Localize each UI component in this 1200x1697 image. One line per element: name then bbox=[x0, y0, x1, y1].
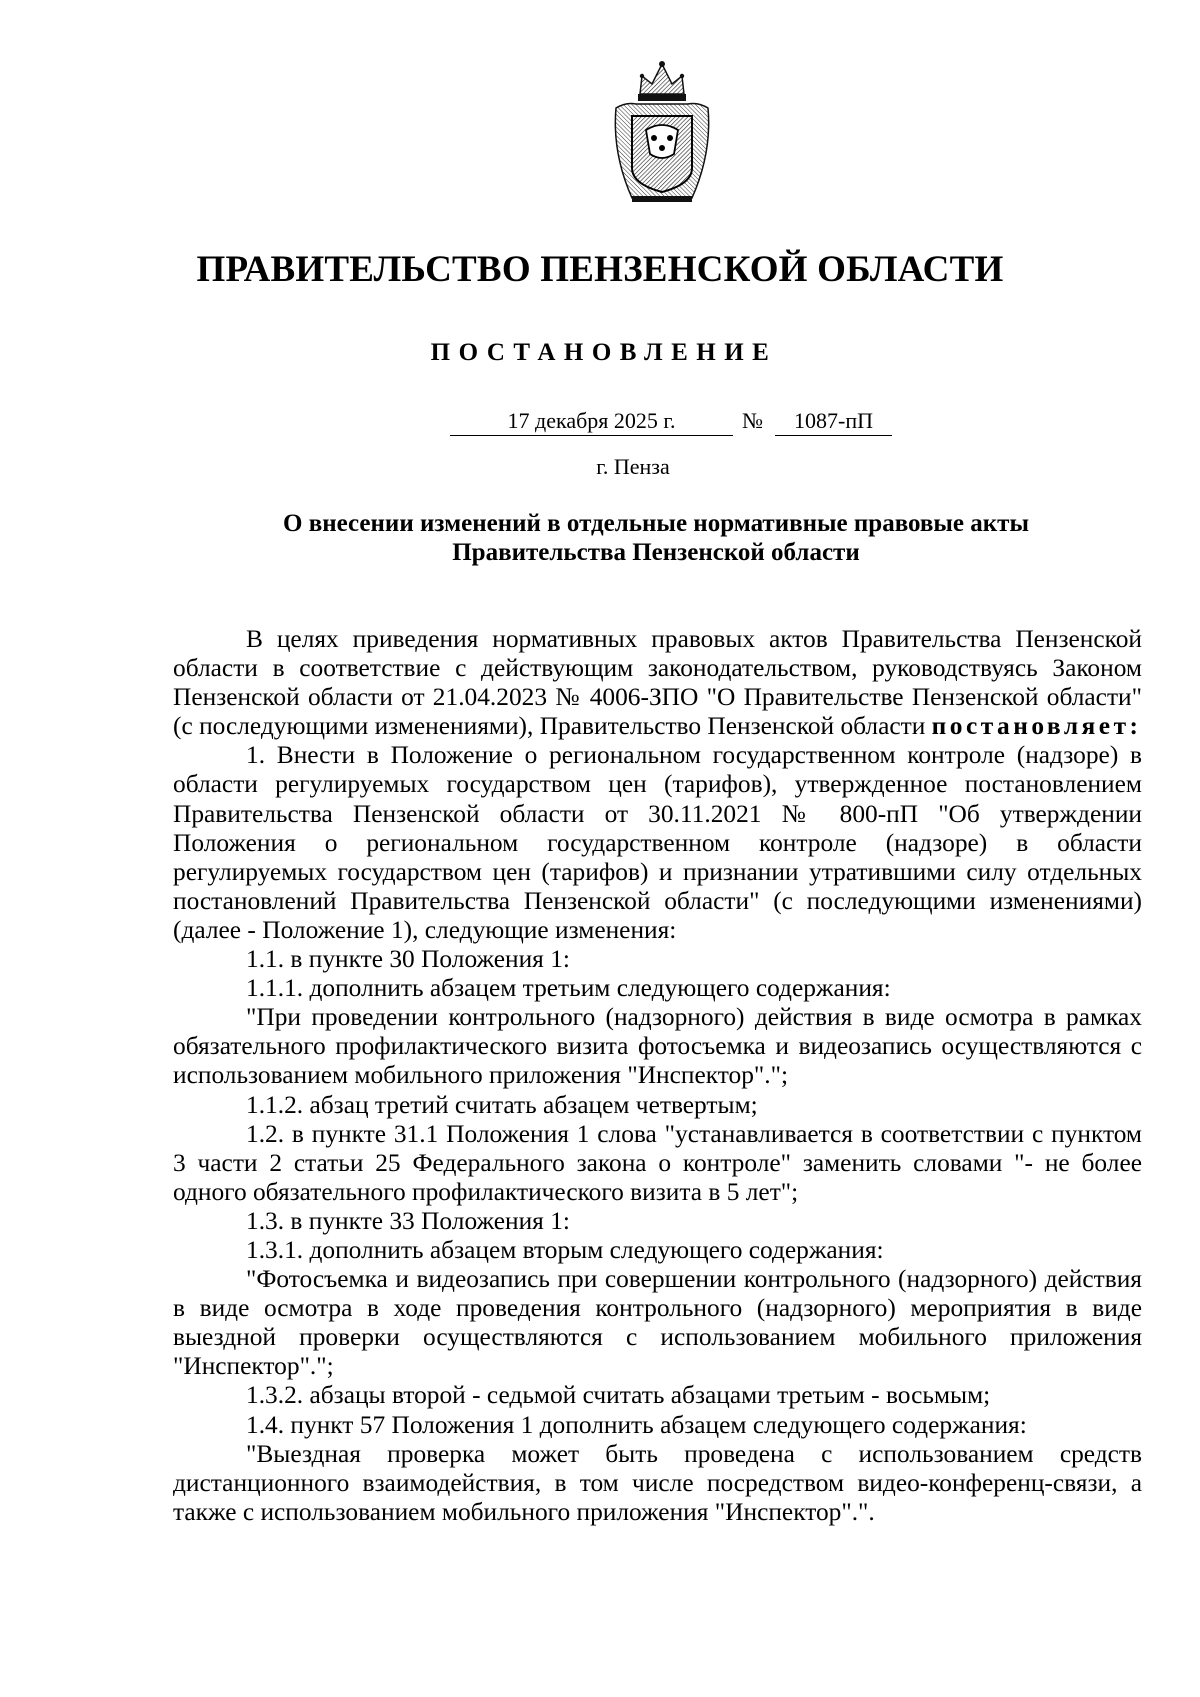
paragraph-1-1-1: 1.1.1. дополнить абзацем третьим следующего содержания: bbox=[246, 974, 891, 1003]
quote-paragraph-3: "Выездная проверка может быть проведена с использованием средств дистанционного взаимодействия, в том числе посредством видео-конференц-связи, а также с использованием мобильного приложения "Инспектор".". bbox=[173, 1439, 1142, 1526]
document-body bbox=[173, 625, 1142, 1527]
paragraph-1-3-1: 1.3.1. дополнить абзацем вторым следующего содержания: bbox=[246, 1235, 884, 1264]
paragraph-1-3: 1.3. в пункте 33 Положения 1: bbox=[246, 1206, 570, 1235]
document-subject bbox=[173, 509, 1139, 567]
paragraph-1-2: 1.2. в пункте 31.1 Положения 1 слова "устанавливается в соответствии с пунктом 3 части 2 статьи 25 Федерального закона о контроле" заменить словами "- не более одного обязательного профилактического визита в 5 лет"; bbox=[173, 1119, 1142, 1206]
document-type: ПОСТАНОВЛЕНИЕ bbox=[430, 339, 778, 366]
preamble-text: В целях приведения нормативных правовых актов Правительства Пензенской области в соответствие с действующим законодательством, руководствуясь Законом Пензенской области от 21.04.2023 № 4006-ЗПО "О Правительстве Пензенской области" (с последующими изменениями), Правительство Пензенской области bbox=[173, 625, 1142, 741]
quote-paragraph-2: "Фотосъемка и видеозапись при совершении контрольного (надзорного) действия в виде осмотра в ходе проведения контрольного (надзорного) мероприятия в виде выездной проверки осуществляются с использованием мобильного приложения "Инспектор"."; bbox=[173, 1265, 1142, 1381]
paragraph-1-4: 1.4. пункт 57 Положения 1 дополнить абзацем следующего содержания: bbox=[246, 1410, 1027, 1439]
quote-paragraph-1: "При проведении контрольного (надзорного) действия в виде осмотра в рамках обязательного профилактического визита фотосъемка и видеозапись осуществляются с использованием мобильного приложения "Инспектор"."; bbox=[173, 1003, 1142, 1090]
resolves-word: постановляет: bbox=[931, 712, 1142, 741]
subject-line-2: Правительства Пензенской области bbox=[452, 539, 860, 566]
preamble-paragraph bbox=[173, 625, 1142, 741]
number-sign: № bbox=[742, 408, 763, 433]
paragraph-1-3-2: 1.3.2. абзацы второй - седьмой считать абзацами третьим - восьмым; bbox=[246, 1381, 991, 1410]
coat-of-arms-icon bbox=[602, 58, 722, 208]
subject-line-1: О внесении изменений в отдельные нормативные правовые акты bbox=[283, 510, 1029, 537]
document-number: 1087-пП bbox=[775, 408, 892, 436]
city: г. Пенза bbox=[596, 454, 670, 479]
organization-title: ПРАВИТЕЛЬСТВО ПЕНЗЕНСКОЙ ОБЛАСТИ bbox=[196, 249, 1004, 290]
paragraph-1-1-2: 1.1.2. абзац третий считать абзацем четвертым; bbox=[246, 1090, 758, 1119]
paragraph-1-1: 1.1. в пункте 30 Положения 1: bbox=[246, 945, 570, 974]
document-date: 17 декабря 2025 г. bbox=[450, 408, 733, 436]
paragraph-1: 1. Внести в Положение о региональном государственном контроле (надзоре) в области регулируемых государством цен (тарифов), утвержденное постановлением Правительства Пензенской области от 30.11.2021 № 800-пП "Об утверждении Положения о региональном государственном контроле (надзоре) в области регулируемых государством цен (тарифов) и признании утратившими силу отдельных постановлений Правительства Пензенской области" (с последующими изменениями) (далее - Положение 1), следующие изменения: bbox=[173, 741, 1142, 944]
